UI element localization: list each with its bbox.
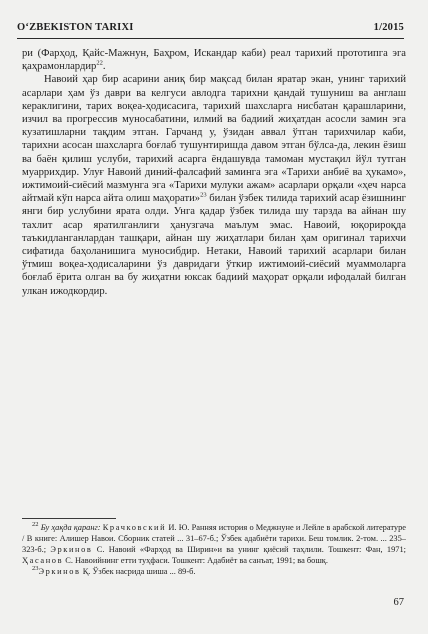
footnote-22-author-1: Крачковский (102, 523, 167, 532)
paragraph-2-text-b: билан ўзбек тилида тарихий асар ёзишнинг янги бир услубини ярата олди. Унга қадар ўзбек тилида шу тарзда ва айнан шу тахлит асар яратилганлиги ҳанузгача маълум эмас. Навоий, юқорироқда таъкидланганлардан ташқари, айнан шу жиҳатлари билан ҳам оригинал тарихчи сифатида баҳоланишига муносибдир. Нетаки, Навоий тарихий асарлари билан ўтмиш воқеа-ҳодисаларини ўз давридаги ўткир ижтимоий-сиёсий муаммоларга боғлаб ёрита олган ва бу жиҳатни юксак бадиий маҳорат орқали ифодалай билган улкан ижодкордир. (22, 193, 406, 297)
footnotes (22, 522, 406, 577)
footnote-ref-22[interactable]: 22 (96, 59, 103, 67)
footnote-22-text-3: С. Навоийнинг етти туҳфаси. Тошкент: Адабиёт ва санъат, 1991; ва бошқ. (63, 556, 328, 565)
paragraph-1-end: . (102, 61, 106, 73)
paragraph-1 (22, 47, 406, 73)
paragraph-2-text-a: Навоий ҳар бир асарини аниқ бир мақсад билан яратар экан, унинг тарихий асарлари ҳам ўз даври ва келгуси авлодга тарихни қандай тушуниш ва англаш кераклигини, тарих воқеа-ҳодисасига, тарихий шахсларга нисбатан қарашларини, изчил ва прогрессив муносабатини, илмий ва бадиий жиҳатдан асосли замин эга кузатишларни тақдим этган. Гарчанд у, ўзидан аввал ўтган тарихчилар каби, тарихни асосан шахсларга боғлаб тушунтиришда давом этган бўлса-да, лекин ёзиш ва баён қилиш услуби, тарихий асарга ёндашувда тамоман мустақил йўл тутган муаррихдир. Улуғ Навоий диний-фалсафий заминга эга «Тарихи анбиё ва ҳукамо», ижтимоий-сиёсий мазмунга эга «Тарихи мулуки ажам» асарлари орқали «ҳеч нарса айтмай кўп нарса айта олиш маҳорати» (22, 74, 406, 205)
page-number: 67 (393, 597, 404, 608)
footnote-22 (22, 522, 406, 566)
paragraph-2 (22, 73, 406, 297)
footnote-23-number: 23 (32, 565, 39, 573)
footnote-22-lead: Бу ҳақда қаранг: (40, 523, 101, 532)
footnote-22-author-3: Ҳасанов (22, 556, 64, 565)
issue-number: 1/2015 (373, 22, 404, 33)
footnote-22-author-2: Эркинов (50, 545, 93, 554)
journal-title: O‘ZBEKISTON TARIXI (17, 22, 134, 33)
paragraph-1-text: ри (Фарҳод, Қайс-Мажнун, Баҳром, Искандар каби) реал тарихий прототипга эга қаҳрамонлардир (22, 48, 406, 73)
footnote-22-text-2: С. Навоий «Фарҳод ва Ширин»и ва унинг қиёсий таҳлили. Тошкент: Фан, 1971; (92, 545, 406, 554)
footnote-divider (22, 518, 116, 519)
footnote-ref-23[interactable]: 23 (200, 191, 207, 199)
main-text (22, 47, 406, 298)
footnote-23-author: Эркинов (38, 567, 81, 576)
footnote-23-text: Қ. Ўзбек насрида шиша ... 89-б. (80, 567, 196, 576)
footnote-23 (22, 566, 406, 577)
footnote-22-text-1: И. Ю. Ранняя история о Меджнуне и Лейле в арабской литературе / В книге: Алишер Навои. Сборник статей ... 31–67-б.; Ўзбек адабиёти тарихи. Беш томлик. 2-том. ... 235–323-б.; (22, 523, 407, 554)
running-header (17, 22, 404, 39)
footnote-22-number: 22 (32, 521, 39, 529)
